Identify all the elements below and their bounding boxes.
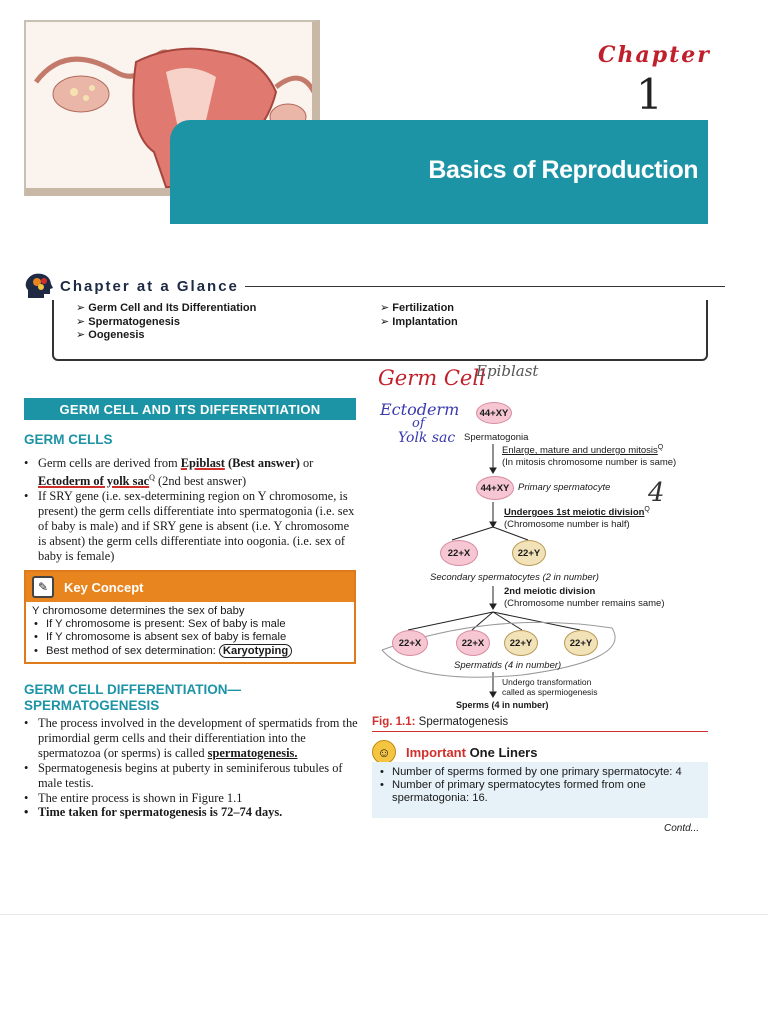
one-liner-item: • Number of sperms formed by one primary spermatocyte: 4 (380, 766, 700, 779)
germ-cells-list (24, 456, 360, 563)
secondary-label: Secondary spermatocytes (2 in number) (430, 572, 599, 583)
list-item: • Time taken for spermatogenesis is 72–74 days. (24, 805, 360, 820)
key-concept-item: • Best method of sex determination: Karyotyping (32, 645, 348, 658)
glance-item: ➢ Spermatogenesis (76, 316, 256, 330)
list-item: • Germ cells are derived from Epiblast (Best answer) or Ectoderm of yolk sac$^Q$ (2nd best answer) (24, 456, 360, 489)
handwritten-germ-cell: Germ Cell (378, 366, 486, 390)
list-item: • Spermatogenesis begins at puberty in seminiferous tubules of male testis. (24, 761, 360, 791)
spermatid-cell: 22+X (392, 630, 428, 656)
spermatid-label: Spermatids (4 in number) (454, 660, 562, 671)
list-item: • The process involved in the development of spermatids from the primordial germ cells and their differentiation into the spermatozoa (or sperms) is called spermatogenesis. (24, 716, 360, 761)
one-liners-box (372, 762, 708, 818)
smiley-icon: ☺ (372, 740, 396, 764)
diff-heading-line1: GERM CELL DIFFERENTIATION— (24, 682, 241, 697)
glance-list-right (380, 302, 458, 329)
glance-rule (245, 286, 725, 287)
key-concept-header (26, 572, 354, 602)
spermiogenesis-step: Undergo transformation called as spermiogenesis (502, 677, 598, 697)
one-liners-header (372, 740, 537, 764)
one-liners-title: Important One Liners (406, 744, 538, 760)
key-concept-item: • If Y chromosome is absent sex of baby is female (32, 631, 348, 644)
continued-note: Contd... (664, 823, 700, 834)
figure-rule (372, 731, 708, 732)
glance-item: ➢ Oogenesis (76, 329, 256, 343)
key-concept-intro: Y chromosome determines the sex of baby (32, 605, 245, 617)
spermatogenesis-list (24, 716, 360, 820)
chapter-title: Basics of Reproduction (428, 156, 698, 184)
page-divider (0, 914, 768, 915)
glance-title: Chapter at a Glance (60, 277, 239, 295)
secondary-cell-y: 22+Y (512, 540, 546, 566)
one-liner-item: • Number of primary spermatocytes formed from one spermatogonia: 16. (380, 779, 700, 805)
chapter-label: Chapter (598, 42, 711, 68)
glance-header (24, 272, 731, 300)
top-cell: 44+XY (476, 402, 512, 424)
glance-item: ➢ Germ Cell and Its Differentiation (76, 302, 256, 316)
handwritten-four: 4 (648, 478, 665, 508)
spermatid-cell: 22+X (456, 630, 490, 656)
sperm-label: Sperms (4 in number) (456, 700, 549, 710)
figure-caption: Fig. 1.1: Spermatogenesis (372, 716, 509, 728)
primary-spermatocyte-label: Primary spermatocyte (518, 482, 611, 493)
meiosis2-step: 2nd meiotic division (Chromosome number remains same) (504, 586, 665, 609)
chapter-number: 1 (636, 70, 663, 119)
chapter-banner (170, 120, 708, 224)
mitosis-step: Enlarge, mature and undergo mitosis$^Q$ (In mitosis chromosome number is same) (502, 444, 677, 469)
head-gears-icon (24, 272, 54, 300)
glance-list-left (76, 302, 256, 343)
handwritten-yolk-sac: Yolk sac (398, 430, 456, 446)
key-concept-title: Key Concept (64, 579, 144, 595)
spermatid-cell: 22+Y (564, 630, 598, 656)
handwritten-epiblast: Epiblast (476, 362, 539, 380)
pencil-board-icon: ✎ (32, 576, 54, 598)
spermatid-cell: 22+Y (504, 630, 538, 656)
germ-cells-heading: GERM CELLS (24, 432, 113, 447)
key-concept-body (26, 602, 354, 661)
glance-item: ➢ Fertilization (380, 302, 458, 316)
list-item: • If SRY gene (i.e. sex-determining region on Y chromosome, is present) the germ cells differentiate into spermatogonia (i.e. sex of baby is male) and if SRY gene is absent (i.e. Y chromosome is absent) the germ cells differentiate into oogonia. (i.e. sex of baby is female) (24, 489, 360, 564)
list-item: • The entire process is shown in Figure 1.1 (24, 791, 360, 806)
key-concept-item: • If Y chromosome is present: Sex of baby is male (32, 618, 348, 631)
primary-spermatocyte-cell: 44+XY (476, 476, 514, 500)
spermatogonia-label: Spermatogonia (464, 432, 529, 443)
secondary-cell-x: 22+X (440, 540, 478, 566)
glance-item: ➢ Implantation (380, 316, 458, 330)
handwritten-of: of (412, 416, 425, 431)
handwritten-ectoderm: Ectoderm (380, 400, 460, 419)
key-concept-box (24, 570, 356, 664)
diff-heading-line2: SPERMATOGENESIS (24, 698, 160, 713)
section-bar: GERM CELL AND ITS DIFFERENTIATION (24, 398, 356, 420)
meiosis1-step: Undergoes 1st meiotic division$^Q$ (Chromosome number is half) (504, 506, 650, 531)
